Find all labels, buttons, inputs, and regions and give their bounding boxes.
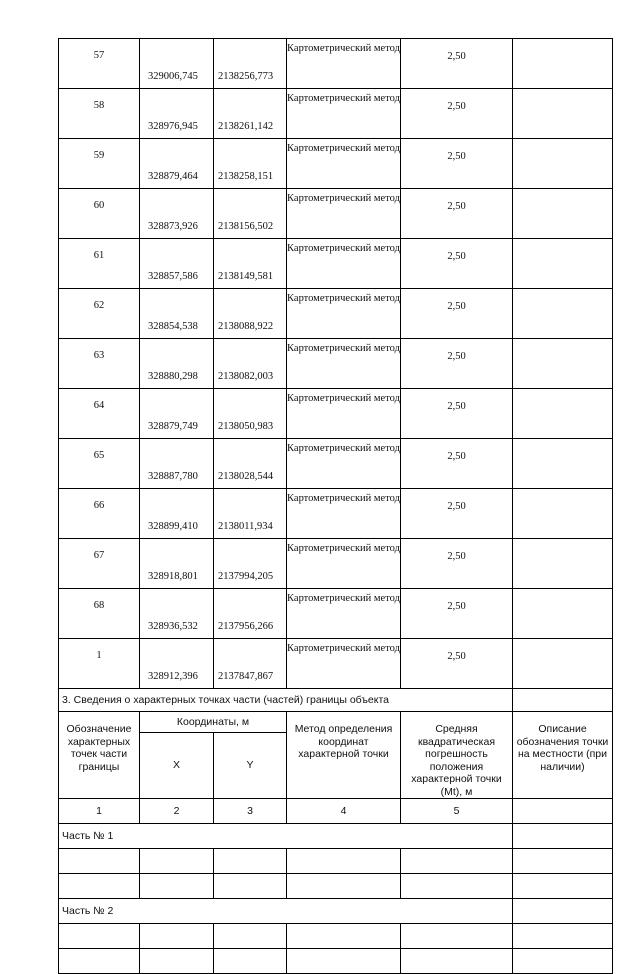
header-accuracy: Средняя квадратическая погрешность положения характерной точки (Mt), м bbox=[401, 712, 513, 799]
column-number-4: 4 bbox=[287, 799, 401, 824]
part-2-label: Часть № 2 bbox=[59, 899, 513, 924]
section-3-title: 3. Сведения о характерных точках части (частей) границы объекта bbox=[59, 689, 513, 712]
point-accuracy: 2,50 bbox=[401, 639, 513, 689]
point-accuracy: 2,50 bbox=[401, 289, 513, 339]
point-x: 328936,532 bbox=[140, 589, 214, 639]
point-number: 68 bbox=[59, 589, 140, 639]
point-method: Картометрический метод bbox=[287, 539, 401, 589]
part-1-empty-cell bbox=[513, 824, 613, 849]
part-2-empty-cell bbox=[513, 899, 613, 924]
point-description bbox=[513, 589, 613, 639]
point-method: Картометрический метод bbox=[287, 339, 401, 389]
point-x: 328873,926 bbox=[140, 189, 214, 239]
point-accuracy: 2,50 bbox=[401, 139, 513, 189]
column-number-3: 3 bbox=[214, 799, 287, 824]
part-1-label: Часть № 1 bbox=[59, 824, 513, 849]
point-description bbox=[513, 289, 613, 339]
table-row bbox=[59, 849, 613, 874]
table-row bbox=[59, 924, 613, 949]
point-x: 328918,801 bbox=[140, 539, 214, 589]
point-number: 62 bbox=[59, 289, 140, 339]
point-y: 2138261,142 bbox=[214, 89, 287, 139]
point-number: 61 bbox=[59, 239, 140, 289]
point-y: 2138256,773 bbox=[214, 39, 287, 89]
point-number: 1 bbox=[59, 639, 140, 689]
header-point-designation: Обозначение характерных точек части границы bbox=[59, 712, 140, 799]
point-accuracy: 2,50 bbox=[401, 489, 513, 539]
point-method: Картометрический метод bbox=[287, 389, 401, 439]
point-description bbox=[513, 189, 613, 239]
table-row bbox=[59, 874, 613, 899]
table-row bbox=[59, 89, 613, 139]
table-row bbox=[59, 589, 613, 639]
point-y: 2138156,502 bbox=[214, 189, 287, 239]
point-method: Картометрический метод bbox=[287, 139, 401, 189]
point-method: Картометрический метод bbox=[287, 439, 401, 489]
point-description bbox=[513, 39, 613, 89]
header-coordinates: Координаты, м bbox=[140, 712, 287, 733]
point-x: 328976,945 bbox=[140, 89, 214, 139]
column-number-5: 5 bbox=[401, 799, 513, 824]
point-description bbox=[513, 389, 613, 439]
point-accuracy: 2,50 bbox=[401, 39, 513, 89]
point-description bbox=[513, 139, 613, 189]
point-accuracy: 2,50 bbox=[401, 589, 513, 639]
point-description bbox=[513, 639, 613, 689]
point-description bbox=[513, 439, 613, 489]
point-x: 328912,396 bbox=[140, 639, 214, 689]
point-method: Картометрический метод bbox=[287, 489, 401, 539]
column-number-6-empty bbox=[513, 799, 613, 824]
point-description bbox=[513, 89, 613, 139]
point-method: Картометрический метод bbox=[287, 239, 401, 289]
point-method: Картометрический метод bbox=[287, 639, 401, 689]
header-method: Метод определения координат характерной точки bbox=[287, 712, 401, 799]
table-row bbox=[59, 339, 613, 389]
point-x: 328854,538 bbox=[140, 289, 214, 339]
table-row bbox=[59, 289, 613, 339]
point-description bbox=[513, 239, 613, 289]
table-row bbox=[59, 439, 613, 489]
point-description bbox=[513, 539, 613, 589]
header-y: Y bbox=[214, 732, 287, 798]
boundary-points-table bbox=[58, 38, 613, 974]
point-x: 328879,464 bbox=[140, 139, 214, 189]
table-row bbox=[59, 539, 613, 589]
table-row bbox=[59, 239, 613, 289]
point-method: Картометрический метод bbox=[287, 89, 401, 139]
point-x: 328899,410 bbox=[140, 489, 214, 539]
point-method: Картометрический метод bbox=[287, 589, 401, 639]
point-method: Картометрический метод bbox=[287, 189, 401, 239]
point-x: 329006,745 bbox=[140, 39, 214, 89]
table-row bbox=[59, 639, 613, 689]
point-x: 328879,749 bbox=[140, 389, 214, 439]
point-y: 2137956,266 bbox=[214, 589, 287, 639]
point-accuracy: 2,50 bbox=[401, 439, 513, 489]
table-row bbox=[59, 949, 613, 974]
point-description bbox=[513, 489, 613, 539]
point-number: 59 bbox=[59, 139, 140, 189]
table-row bbox=[59, 139, 613, 189]
point-accuracy: 2,50 bbox=[401, 89, 513, 139]
point-number: 57 bbox=[59, 39, 140, 89]
table-row bbox=[59, 189, 613, 239]
point-x: 328880,298 bbox=[140, 339, 214, 389]
table-row bbox=[59, 39, 613, 89]
points-body bbox=[59, 39, 613, 689]
point-method: Картометрический метод bbox=[287, 289, 401, 339]
table-row bbox=[59, 489, 613, 539]
point-y: 2138088,922 bbox=[214, 289, 287, 339]
point-accuracy: 2,50 bbox=[401, 389, 513, 439]
point-number: 58 bbox=[59, 89, 140, 139]
table-row bbox=[59, 389, 613, 439]
point-accuracy: 2,50 bbox=[401, 339, 513, 389]
column-number-2: 2 bbox=[140, 799, 214, 824]
point-accuracy: 2,50 bbox=[401, 189, 513, 239]
point-number: 63 bbox=[59, 339, 140, 389]
point-y: 2138258,151 bbox=[214, 139, 287, 189]
point-y: 2138050,983 bbox=[214, 389, 287, 439]
point-method: Картометрический метод bbox=[287, 39, 401, 89]
point-y: 2138028,544 bbox=[214, 439, 287, 489]
column-number-1: 1 bbox=[59, 799, 140, 824]
point-accuracy: 2,50 bbox=[401, 539, 513, 589]
point-x: 328857,586 bbox=[140, 239, 214, 289]
header-description: Описание обозначения точки на местности (при наличии) bbox=[513, 712, 613, 799]
point-number: 67 bbox=[59, 539, 140, 589]
point-number: 65 bbox=[59, 439, 140, 489]
section-3-title-empty-cell bbox=[513, 689, 613, 712]
point-description bbox=[513, 339, 613, 389]
point-x: 328887,780 bbox=[140, 439, 214, 489]
point-number: 60 bbox=[59, 189, 140, 239]
point-accuracy: 2,50 bbox=[401, 239, 513, 289]
point-y: 2138149,581 bbox=[214, 239, 287, 289]
point-y: 2137994,205 bbox=[214, 539, 287, 589]
header-x: X bbox=[140, 732, 214, 798]
point-y: 2138011,934 bbox=[214, 489, 287, 539]
point-y: 2138082,003 bbox=[214, 339, 287, 389]
section-3 bbox=[59, 689, 613, 974]
point-number: 66 bbox=[59, 489, 140, 539]
point-y: 2137847,867 bbox=[214, 639, 287, 689]
point-number: 64 bbox=[59, 389, 140, 439]
